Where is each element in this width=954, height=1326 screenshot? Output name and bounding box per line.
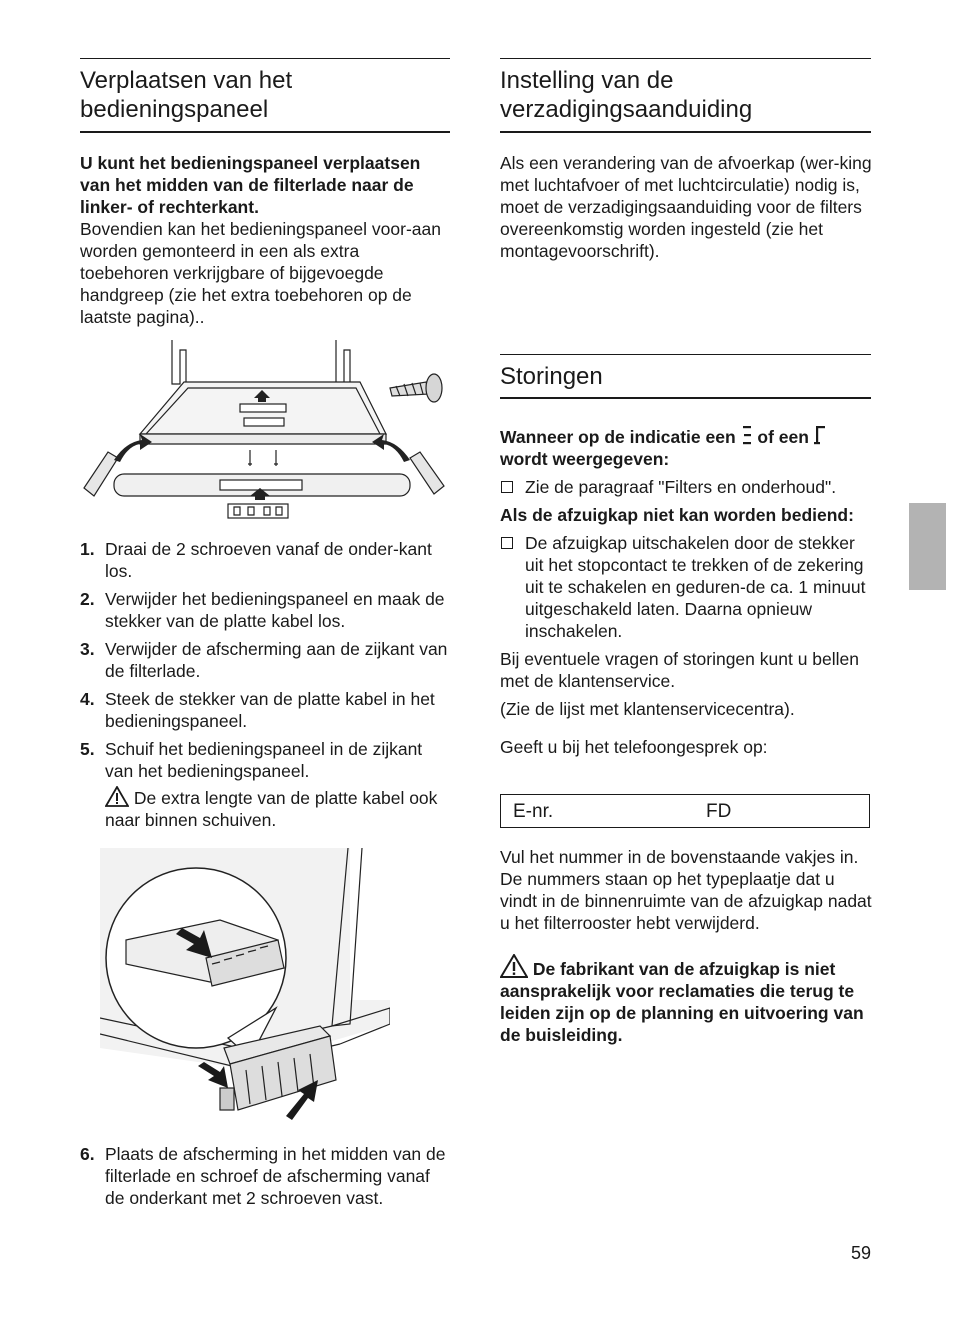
saturation-section-title: Instelling van de verzadigingsaanduiding: [500, 67, 753, 123]
step-3: 3. Verwijder de afscherming aan de zijkant van de filterlade.: [80, 639, 448, 681]
segment-c-icon: [814, 425, 826, 445]
bullet-filters: Zie de paragraaf "Filters en onderhoud".: [500, 476, 872, 498]
service-list-paragraph: (Zie de lijst met klantenservicecentra).: [500, 699, 795, 719]
storingen-top-rule: [500, 354, 871, 355]
warning-icon: [500, 954, 528, 978]
step-6: 6. Plaats de afscherming in het midden van de filterlade en schroef de afscherming vanaf de onderkant met 2 schroeven vast.: [80, 1144, 446, 1208]
page-number: 59: [851, 1243, 872, 1263]
checkbox-bullet-icon: [501, 537, 513, 549]
left-title-top-rule: [80, 58, 450, 59]
enr-label: E-nr.: [513, 801, 554, 822]
questions-paragraph: Bij eventuele vragen of storingen kunt u bellen met de klantenservice.: [500, 649, 859, 691]
step-5: 5. Schuif het bedieningspaneel in de zijkant van het bedieningspaneel.: [80, 739, 423, 781]
intro-bold: U kunt het bedieningspaneel verplaatsen van het midden van de filterlade naar de linker- of rechterkant.: [80, 153, 421, 217]
fd-label: FD: [706, 801, 732, 822]
bullet-switch-off: De afzuigkap uitschakelen door de stekker uit het stopcontact te trekken of de zekering uit te schakelen en geduren-de ca. 1 minuut uitgeschakeld laten. Daarna opnieuw inschakelen.: [500, 532, 872, 642]
enr-fd-box: [500, 794, 870, 828]
checkbox-bullet-icon: [501, 481, 513, 493]
step-2: 2. Verwijder het bedieningspaneel en maak de stekker van de platte kabel los.: [80, 589, 445, 631]
question-indicator: Wanneer op de indicatie een of een wordt weergegeven:: [500, 425, 872, 470]
right-title-top-rule: [500, 58, 871, 59]
left-section-title: Verplaatsen van het bedieningspaneel: [80, 67, 293, 123]
question-not-operable: Als de afzuigkap niet kan worden bediend:: [500, 505, 854, 525]
warning-icon: [105, 786, 129, 807]
segment-e-icon: [741, 425, 753, 445]
right-title-bottom-rule: [500, 131, 871, 133]
step-5-note: De extra lengte van de platte kabel ook naar binnen schuiven.: [105, 788, 438, 830]
saturation-paragraph: Als een verandering van de afvoerkap (wer-king met luchtafvoer of met luchtcirculatie) nodig is, moet de verzadigingsaanduiding voor de filters overeenkomstig worden ingesteld (zie het montagevoorschrift).: [500, 153, 872, 261]
storingen-title: Storingen: [500, 363, 603, 390]
manufacturer-warning: De fabrikant van de afzuigkap is niet aansprakelijk voor reclamaties die terug te leiden zijn op de planning en uitvoering van de buisleiding.: [500, 954, 872, 1046]
step-1: 1. Draai de 2 schroeven vanaf de onder-kant los.: [80, 539, 432, 581]
section-tab-marker: [909, 503, 946, 590]
side-insertion-illustration: [100, 848, 390, 1130]
phone-paragraph: Geeft u bij het telefoongesprek op:: [500, 737, 768, 757]
left-title-bottom-rule: [80, 131, 450, 133]
filter-drawer-illustration: [80, 338, 450, 524]
number-paragraph: Vul het nummer in de bovenstaande vakjes in. De nummers staan op het typeplaatje dat u vindt in de binnenruimte van de afzuigkap nadat u het filterrooster hebt verwijderd.: [500, 847, 872, 933]
storingen-bottom-rule: [500, 397, 871, 399]
intro-text: Bovendien kan het bedieningspaneel voor-aan worden gemonteerd in een als extra toebehoren verkrijgbare of bijgevoegde handgreep (zie het extra toebehoren op de laatste pagina)..: [80, 219, 441, 327]
step-4: 4. Steek de stekker van de platte kabel in het bedieningspaneel.: [80, 689, 435, 731]
